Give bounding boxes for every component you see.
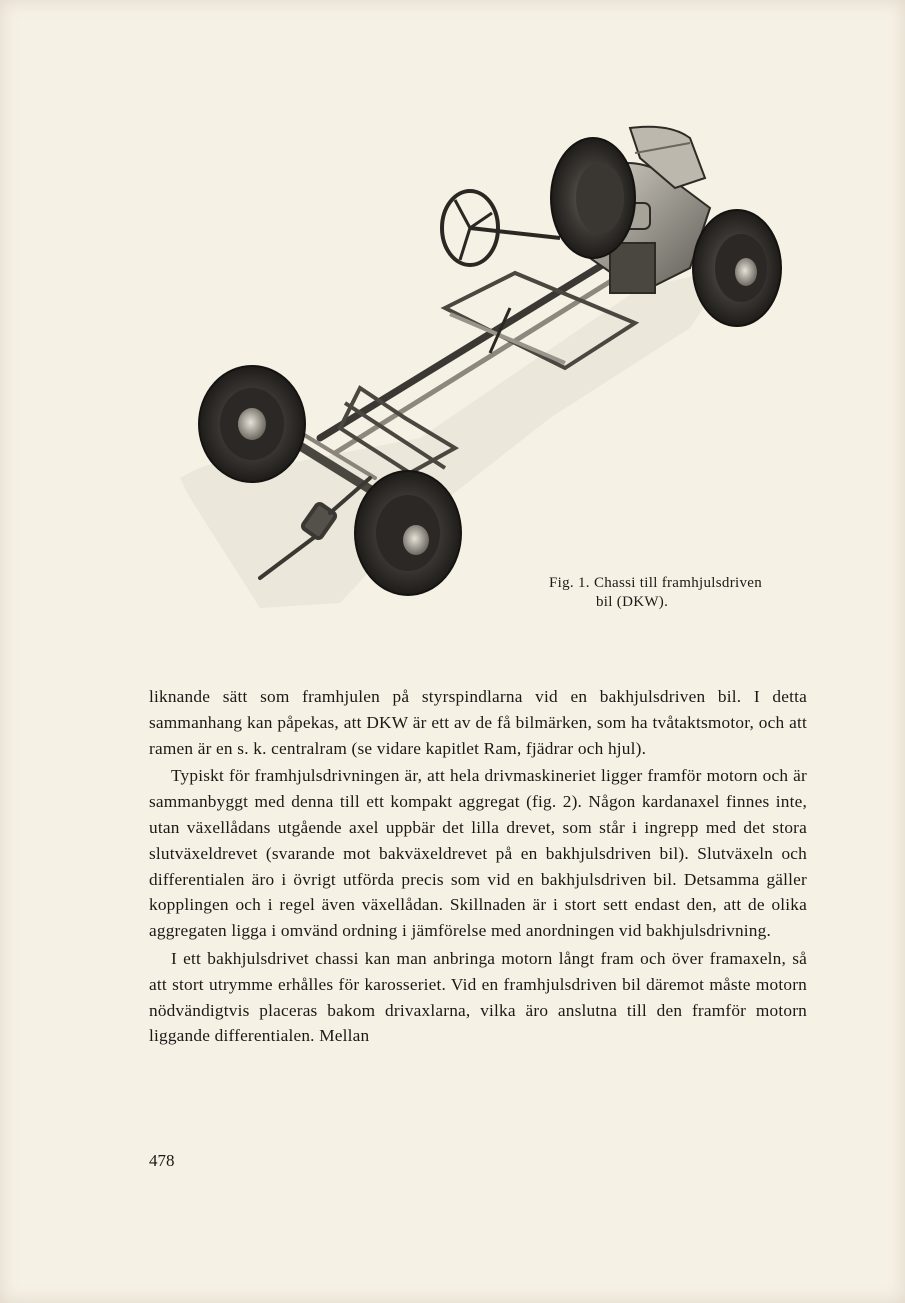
wheel-rear-left (199, 366, 305, 482)
steering-wheel (442, 191, 560, 265)
wheel-rear-right (355, 471, 461, 595)
paragraph: Typiskt för framhjulsdrivningen är, att hela drivmaskineriet ligger framför motorn och är sammanbyggt med denna till ett kompakt aggregat (fig. 2). Någon kardanaxel finnes inte, utan växellådans utgående axel uppbär det lilla drevet, som står i ingrepp med det stora slutväxeldrevet (svarande mot bakväxeldrevet på en bakhjulsdriven bil). Slutväxeln och differentialen äro i övrigt utförda precis som vid en bakhjulsdriven bil. Detsamma gäller kopplingen och i regel även växellådan. Skillnaden är i stort sett endast den, att de olika aggregaten ligga i omvänd ordning i jämförelse med anordningen vid bakhjulsdrivning. (149, 766, 807, 941)
chassis-illustration (170, 118, 800, 618)
page-number: 478 (149, 1151, 175, 1170)
paragraph: I ett bakhjulsdrivet chassi kan man anbringa motorn långt fram och över framaxeln, så att stort utrymme erhålles för karosseriet. Vid en framhjulsdriven bil däremot måste motorn nödvändigtvis placeras bakom drivaxlarna, vilka äro anslutna till den framför motorn liggande differentialen. Mellan (149, 948, 807, 1046)
wheel-front-left (551, 138, 635, 258)
wheel-front-right (693, 210, 781, 326)
caption-line1: Chassi till framhjulsdriven (593, 575, 763, 591)
caption-label: Fig. 1. (549, 575, 590, 591)
paragraph: liknande sätt som framhjulen på styrspindlarna vid en bakhjulsdriven bil. I detta sammanhang kan påpekas, att DKW är ett av de få bilmärken, som ha tvåtaktsmotor, och att ramen är en s. k. centralram (se vidare kapitlet Ram, fjädrar och hjul). (149, 687, 807, 758)
caption-line2: bil (DKW). (596, 594, 669, 610)
body-text (149, 684, 807, 1049)
figure (170, 118, 800, 618)
figure-caption (549, 574, 829, 612)
